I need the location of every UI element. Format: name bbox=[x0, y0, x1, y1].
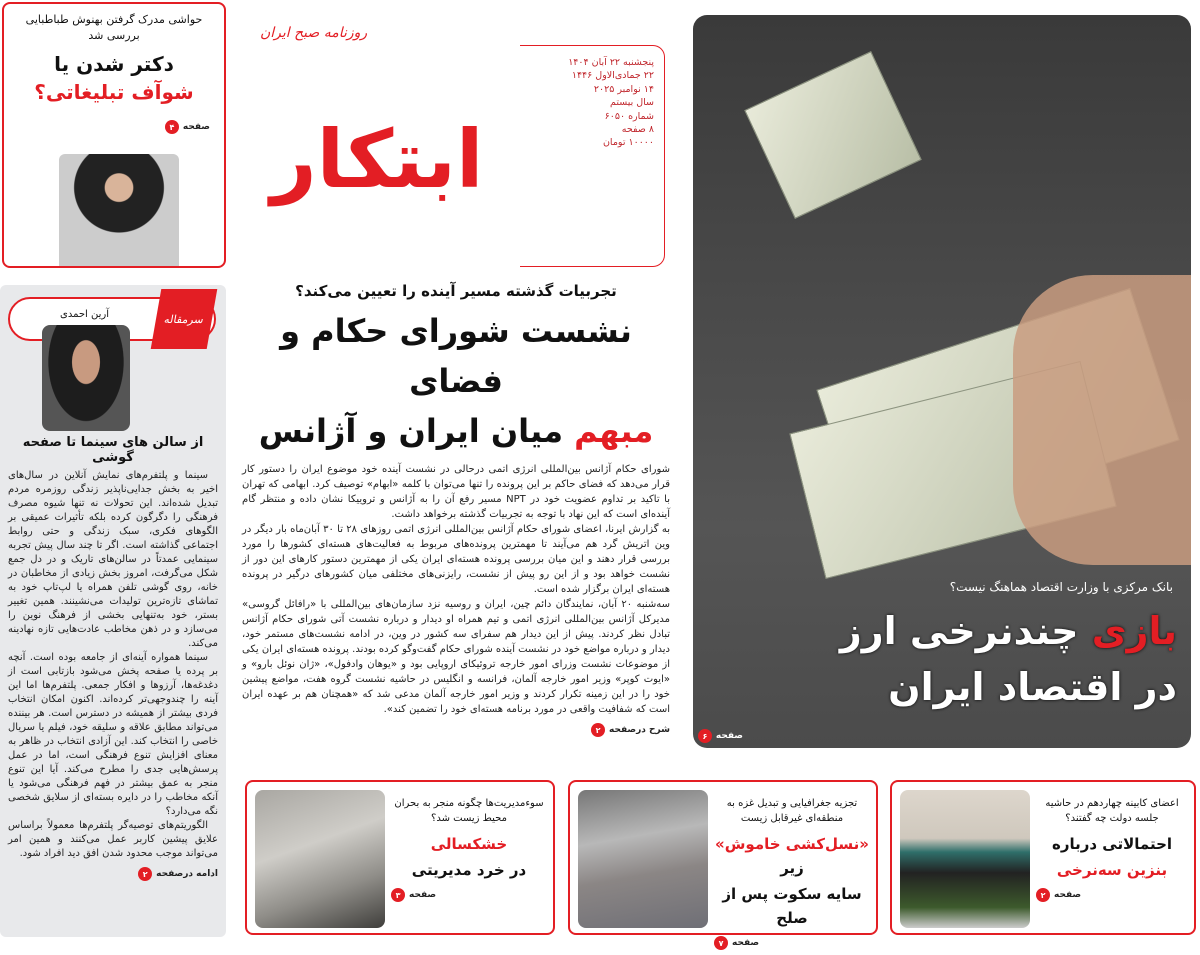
card-drought[interactable] bbox=[245, 780, 555, 935]
teaser-box[interactable] bbox=[2, 2, 226, 268]
page-number-badge: ۲ bbox=[591, 723, 605, 737]
page-label: صفحه bbox=[409, 890, 437, 900]
page-label: صفحه bbox=[182, 122, 210, 132]
logo-subtitle: روزنامه صبح ایران bbox=[260, 25, 368, 41]
page-label: صفحه bbox=[1054, 890, 1082, 900]
continue-label: ادامه درصفحه bbox=[156, 869, 218, 879]
editorial-title: از سالن های سینما تا صفحه گوشی bbox=[22, 435, 204, 465]
hero-kicker: بانک مرکزی با وزارت اقتصاد هماهنگ نیست؟ bbox=[949, 580, 1173, 594]
page-number-badge: ۷ bbox=[714, 936, 728, 950]
card-title-red: خشکسالی bbox=[430, 835, 508, 853]
headline-line bbox=[242, 406, 670, 456]
card-page-ref bbox=[1036, 888, 1081, 902]
hero-title bbox=[840, 603, 1177, 715]
editorial-column bbox=[0, 285, 226, 937]
paragraph: به گزارش ایرنا، اعضای شورای حکام آژانس بین‌المللی انرژی اتمی روزهای ۲۸ تا ۳۰ آبان‌ماه بار دیگر در وین اتریش گرد هم می‌آیند تا مهمترین پرونده‌های مربوط به فعالیت‌های هسته‌ای کشورها را مورد بررسی قرار دهند و این میان بررسی پرونده هسته‌ای ایران یکی از مهمترین دستور کارهای این دور از نشست خواهد بود و از این رو پیش از نشست، رایزنی‌های مختلفی میان کشورهای درگیر در پرونده هسته‌ای ایران برگزار شده است. bbox=[242, 524, 671, 595]
graduate-photo bbox=[59, 154, 179, 266]
card-title-red: «نسل‌کشی خاموش» bbox=[715, 835, 869, 853]
card-cabinet[interactable] bbox=[890, 780, 1196, 935]
issue-year: سال بیستم bbox=[610, 97, 654, 109]
hero-story[interactable] bbox=[693, 15, 1191, 748]
card-kicker: سوءمدیریت‌ها چگونه منجر به بحران محیط زیست شد؟ bbox=[394, 798, 544, 824]
paragraph: شورای حکام آژانس بین‌المللی انرژی اتمی درحالی در نشست آینده خود موضوع ایران را دستور کار قرار می‌دهد که فضای حاکم بر این پرونده را تنها می‌توان با کلمه «ابهام» توصیف کرد. ابهامی که تهران با تاکید بر تداوم عضویت خود در NPT مسیر رفع آن را به آژانس و تروییکا نشان داده و منتظر گام آینده‌ای است که این نهاد با توجه به تجربیات گذشته برخواهد داشت. bbox=[242, 464, 670, 520]
main-kicker: تجربیات گذشته مسیر آینده را تعیین می‌کند؟ bbox=[295, 282, 617, 300]
editorial-tag: سرمقاله bbox=[151, 289, 218, 349]
main-continue-link[interactable] bbox=[591, 723, 670, 737]
editorial-body bbox=[8, 469, 218, 861]
drought-photo bbox=[255, 790, 385, 928]
editorial-content bbox=[8, 435, 218, 881]
issue-date-hijri: ۲۲ جمادی‌الاول ۱۴۴۶ bbox=[571, 70, 654, 82]
issue-date-gregorian: ۱۴ نوامبر ۲۰۲۵ bbox=[593, 83, 654, 95]
editorial-continue-link[interactable] bbox=[138, 867, 218, 881]
page-number-badge: ۲ bbox=[1036, 888, 1050, 902]
main-headline[interactable] bbox=[242, 306, 670, 456]
page-number-badge: ۶ bbox=[698, 729, 712, 743]
page-number-badge: ۲ bbox=[138, 867, 152, 881]
continue-label: شرح درصفحه bbox=[609, 725, 670, 735]
issue-info bbox=[520, 45, 665, 267]
page-number-badge: ۴ bbox=[165, 120, 179, 134]
headline-red-word: مبهم bbox=[574, 412, 654, 450]
gaza-photo bbox=[578, 790, 708, 928]
editorial-author: آرین احمدی bbox=[60, 309, 109, 320]
hero-page-ref bbox=[698, 723, 743, 743]
hero-title-line: در اقتصاد ایران bbox=[888, 665, 1177, 709]
card-title: زیر bbox=[780, 859, 804, 877]
teaser-title-red: شوآف تبلیغاتی؟ bbox=[34, 80, 194, 104]
issue-number: شماره ۶۰۵۰ bbox=[604, 110, 654, 122]
hero-title-line: چندنرخی ارز bbox=[839, 609, 1079, 653]
card-title: احتمالاتی درباره bbox=[1051, 835, 1173, 853]
page-number-badge: ۳ bbox=[391, 888, 405, 902]
headline-line: نشست شورای حکام و فضای bbox=[280, 312, 632, 400]
card-title: در خرد مدیریتی bbox=[411, 861, 527, 879]
card-page-ref bbox=[714, 936, 759, 950]
author-photo bbox=[42, 325, 130, 431]
hero-title-red: بازی bbox=[1091, 609, 1177, 653]
main-article-body bbox=[242, 462, 670, 717]
page-label: صفحه bbox=[715, 731, 743, 741]
card-kicker: اعضای کابینه چهاردهم در حاشیه جلسه دولت چه گفتند؟ bbox=[1045, 798, 1179, 824]
card-page-ref bbox=[391, 888, 436, 902]
page-label: صفحه bbox=[732, 938, 760, 948]
price: ۱۰۰۰۰ تومان bbox=[602, 137, 654, 149]
card-kicker: تجزیه جغرافیایی و تبدیل غزه به منطقه‌ای غیرقابل زیست bbox=[726, 798, 858, 824]
main-story bbox=[242, 280, 670, 737]
paragraph: سه‌شنبه ۲۰ آبان، نمایندگان دائم چین، ایران و روسیه نزد سازمان‌های بین‌المللی با «رافائل گروسی» مدیرکل آژانس بین‌المللی انرژی اتمی و تیم همراه او دیدار و درباره نشست آتی شورای حکام آژانس تبادل نظر کردند. پیش از این دیدار هم سفرای سه کشور در وین، در ادامه نشست‌های مستمر خود، دیدار و درباره مواضع خود در نشست آینده شورای حکام گفت‌وگو کرده بودند. پرونده هسته‌ای ایران یکی از موضوعات نشست وزرای امور خارجه تروئیکای اروپایی بود و «یوهان وادفول»، «ژان نوئل بارو» و «ایوت کوپر» وزیر امور خارجه آلمان، فرانسه و انگلیس در حاشیه نشست گروه هفت، مواضع پیشین خود را در این زمینه تکرار کردند و وزیر امور خارجه آلمان مدعی شد که «همچنان هم بر عهده ایران است که شفافیت واقعی در مورد برنامه هسته‌ای خود را تضمین کند». bbox=[242, 599, 670, 715]
card-title: سایه سکوت پس از صلح bbox=[722, 885, 862, 927]
logo-text: ابتکار bbox=[270, 113, 484, 206]
page-count: ۸ صفحه bbox=[621, 124, 654, 136]
teaser-kicker: حواشی مدرک گرفتن بهنوش طباطبایی بررسی شد bbox=[25, 13, 203, 42]
card-title-red: بنزین سه‌نرخی bbox=[1056, 861, 1168, 879]
paragraph: سینما و پلتفرم‌های نمایش آنلاین در سال‌های اخیر به بخش جدایی‌ناپذیر زندگی روزمره مردم تبدیل شده‌اند. این تحولات نه تنها شیوه مصرف فرهنگی را دگرگون کرده بلکه تأثیرات عمیقی بر الگوهای فکری، سبک زندگی و حتی روابط اجتماعی گذاشته است. اگر تا چند سال پیش تجربه سینمایی عمدتاً در سالن‌های تاریک و در دل جمع شکل می‌گرفت، امروز بخش زیادی از مخاطبان در خانه، روی گوشی تلفن همراه یا لپ‌تاپ خود به تماشای تازه‌ترین تولیدات می‌نشینند. همین تغییر بستر، خود به‌تنهایی بخشی از فرهنگ نوین را می‌سازد و در ذهن مخاطب عادت‌هایی تازه نهادینه می‌کند. bbox=[8, 470, 218, 649]
banknote-image bbox=[744, 51, 922, 219]
masthead bbox=[240, 0, 680, 272]
paragraph: سینما همواره آینه‌ای از جامعه بوده است. آنچه بر پرده یا صفحه پخش می‌شود بازتابی است از دغدغه‌ها، آرزوها و افکار جمعی. پلتفرم‌ها اما این آینه را چندوجهی‌تر کرده‌اند. اکنون امکان انتخاب فردی بیشتر از همیشه در دسترس است. هر بیننده می‌تواند مطابق علاقه و سلیقه خود، فیلم یا سریال خاصی را انتخاب کند. این آزادی انتخاب در ظاهر به معنای افزایش تنوع فرهنگی است، اما در عمل پرسش‌هایی جدی را مطرح می‌کند. آیا این تنوع منجر به عمق بیشتر در فهم فرهنگی می‌شود یا آنکه مخاطب را در دایره بسته‌ای از سلایق شخصی نگه می‌دارد؟ bbox=[8, 652, 218, 817]
newspaper-logo bbox=[242, 60, 512, 260]
hand-image bbox=[1013, 275, 1191, 565]
issue-date: پنجشنبه ۲۲ آبان ۱۴۰۴ bbox=[568, 57, 654, 68]
headline-rest: میان ایران و آژانس bbox=[258, 412, 564, 450]
cabinet-photo bbox=[900, 790, 1030, 928]
teaser-title: دکتر شدن یا bbox=[54, 52, 174, 76]
teaser-page-ref bbox=[165, 120, 210, 134]
card-gaza[interactable] bbox=[568, 780, 878, 948]
paragraph: الگوریتم‌های توصیه‌گر پلتفرم‌ها معمولاً براساس علایق پیشین کاربر عمل می‌کنند و همین امر می‌تواند موجب محدود شدن افق دید افراد شود. bbox=[8, 820, 218, 859]
